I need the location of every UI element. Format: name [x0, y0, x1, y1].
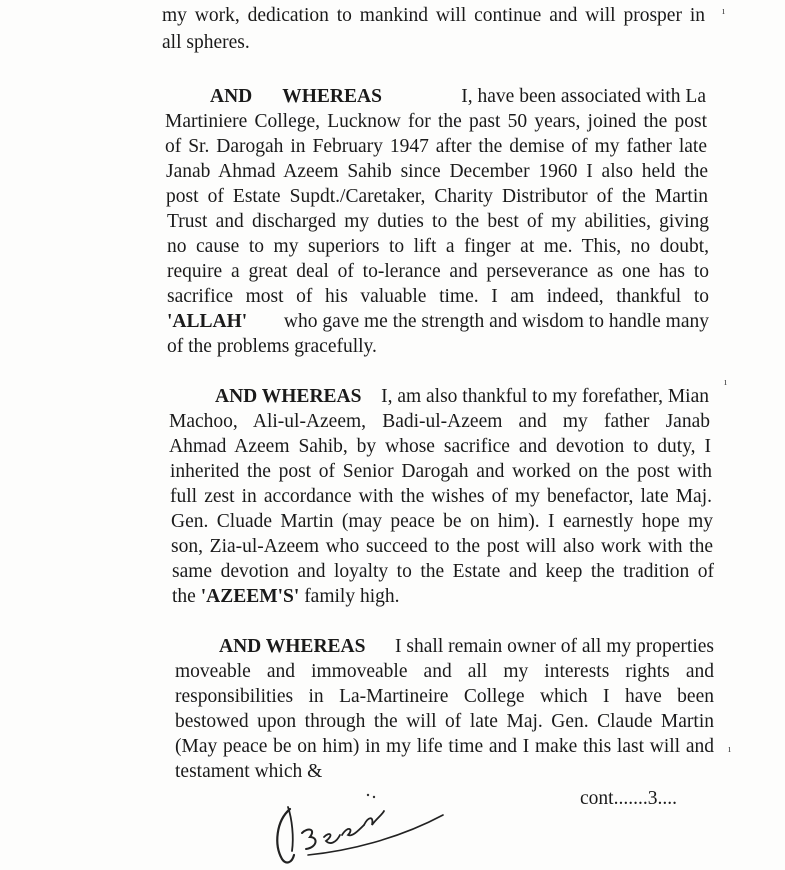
paragraph1-line-10 [167, 309, 709, 334]
paragraph3-line-6: testament which & [175, 761, 323, 782]
paragraph3-lead: AND WHEREAS [219, 636, 366, 657]
paragraph2-line-1 [215, 384, 709, 409]
scan-mark-1: ı [722, 5, 726, 17]
paragraph2-line-7: son, Zia-ul-Azeem who succeed to the post will also work with the [171, 536, 713, 557]
paragraph3-line-4: bestowed upon through the will of late Maj. Gen. Claude Martin [175, 711, 714, 732]
paragraph1-line-4: Janab Ahmad Azeem Sahib since December 1960 I also held the [166, 161, 708, 182]
paragraph2-line-2: Machoo, Ali-ul-Azeem, Badi-ul-Azeem and my father Janab [169, 411, 710, 432]
paragraph1-line-5: post of Estate Supdt./Caretaker, Charity Distributor of the Martin [166, 186, 708, 207]
paragraph3-line-3: responsibilities in La-Martineire College which I have been [175, 686, 714, 707]
allah-text: 'ALLAH' [167, 311, 248, 332]
paragraph2-line-5: full zest in accordance with the wishes of my benefactor, late Maj. [170, 486, 712, 507]
scan-mark-3: ı [728, 743, 732, 755]
azeems-text: 'AZEEM'S' [200, 586, 300, 607]
paragraph1-line1-rest: I, have been associated with La [461, 86, 706, 107]
paragraph2-line-9 [172, 584, 400, 609]
paragraph1-line-9: sacrifice most of his valuable time. I am indeed, thankful to [167, 286, 709, 307]
paragraph2-line-3: Ahmad Azeem Sahib, by whose sacrifice and devotion to duty, I [169, 436, 711, 457]
paragraph3-line-2: moveable and immoveable and all my interests rights and [175, 661, 714, 682]
paragraph2-lead: AND WHEREAS [215, 386, 362, 407]
paragraph2-line-8: same devotion and loyalty to the Estate and keep the tradition of [172, 561, 714, 582]
paragraph1-line-7: no cause to my superiors to lift a finger at me. This, no doubt, [167, 236, 709, 257]
continuation-marker: cont.......3.... [580, 788, 677, 809]
paragraph2-line-6: Gen. Cluade Martin (may peace be on him). I earnestly hope my [171, 511, 713, 532]
intro-line-2: all spheres. [162, 32, 250, 53]
paragraph1-line-11: of the problems gracefully. [167, 336, 377, 357]
scan-mark-2: ı [724, 376, 728, 388]
paragraph1-line-6: Trust and discharged my duties to the best of my abilities, giving [167, 211, 709, 232]
paragraph3-line-5: (May peace be on him) in my life time and I make this last will and [175, 736, 714, 757]
paragraph1-line-2: Martiniere College, Lucknow for the past 50 years, joined the post [165, 111, 707, 132]
paragraph1-line-3: of Sr. Darogah in February 1947 after the demise of my father late [165, 136, 707, 157]
paragraph1-line-8: require a great deal of to-lerance and perseverance as one has to [167, 261, 709, 282]
paragraph2-line1-rest: I, am also thankful to my forefather, Mian [381, 386, 709, 407]
paragraph3-line-1 [219, 634, 714, 659]
intro-line-1: my work, dedication to mankind will continue and will prosper in [162, 5, 705, 26]
paragraph1-allah-rest: who gave me the strength and wisdom to handle many [283, 311, 709, 332]
paragraph1-lead-whereas: WHEREAS [282, 86, 382, 107]
paragraph1-line-1 [210, 84, 706, 109]
signature-image [268, 785, 468, 867]
paragraph3-line1-rest: I shall remain owner of all my properties [395, 636, 714, 657]
paragraph2-last-prefix: the [172, 586, 196, 607]
paragraph2-last-suffix: family high. [304, 586, 400, 607]
paragraph1-lead-and: AND [210, 86, 253, 107]
paragraph2-line-4: inherited the post of Senior Darogah and worked on the post with [170, 461, 712, 482]
